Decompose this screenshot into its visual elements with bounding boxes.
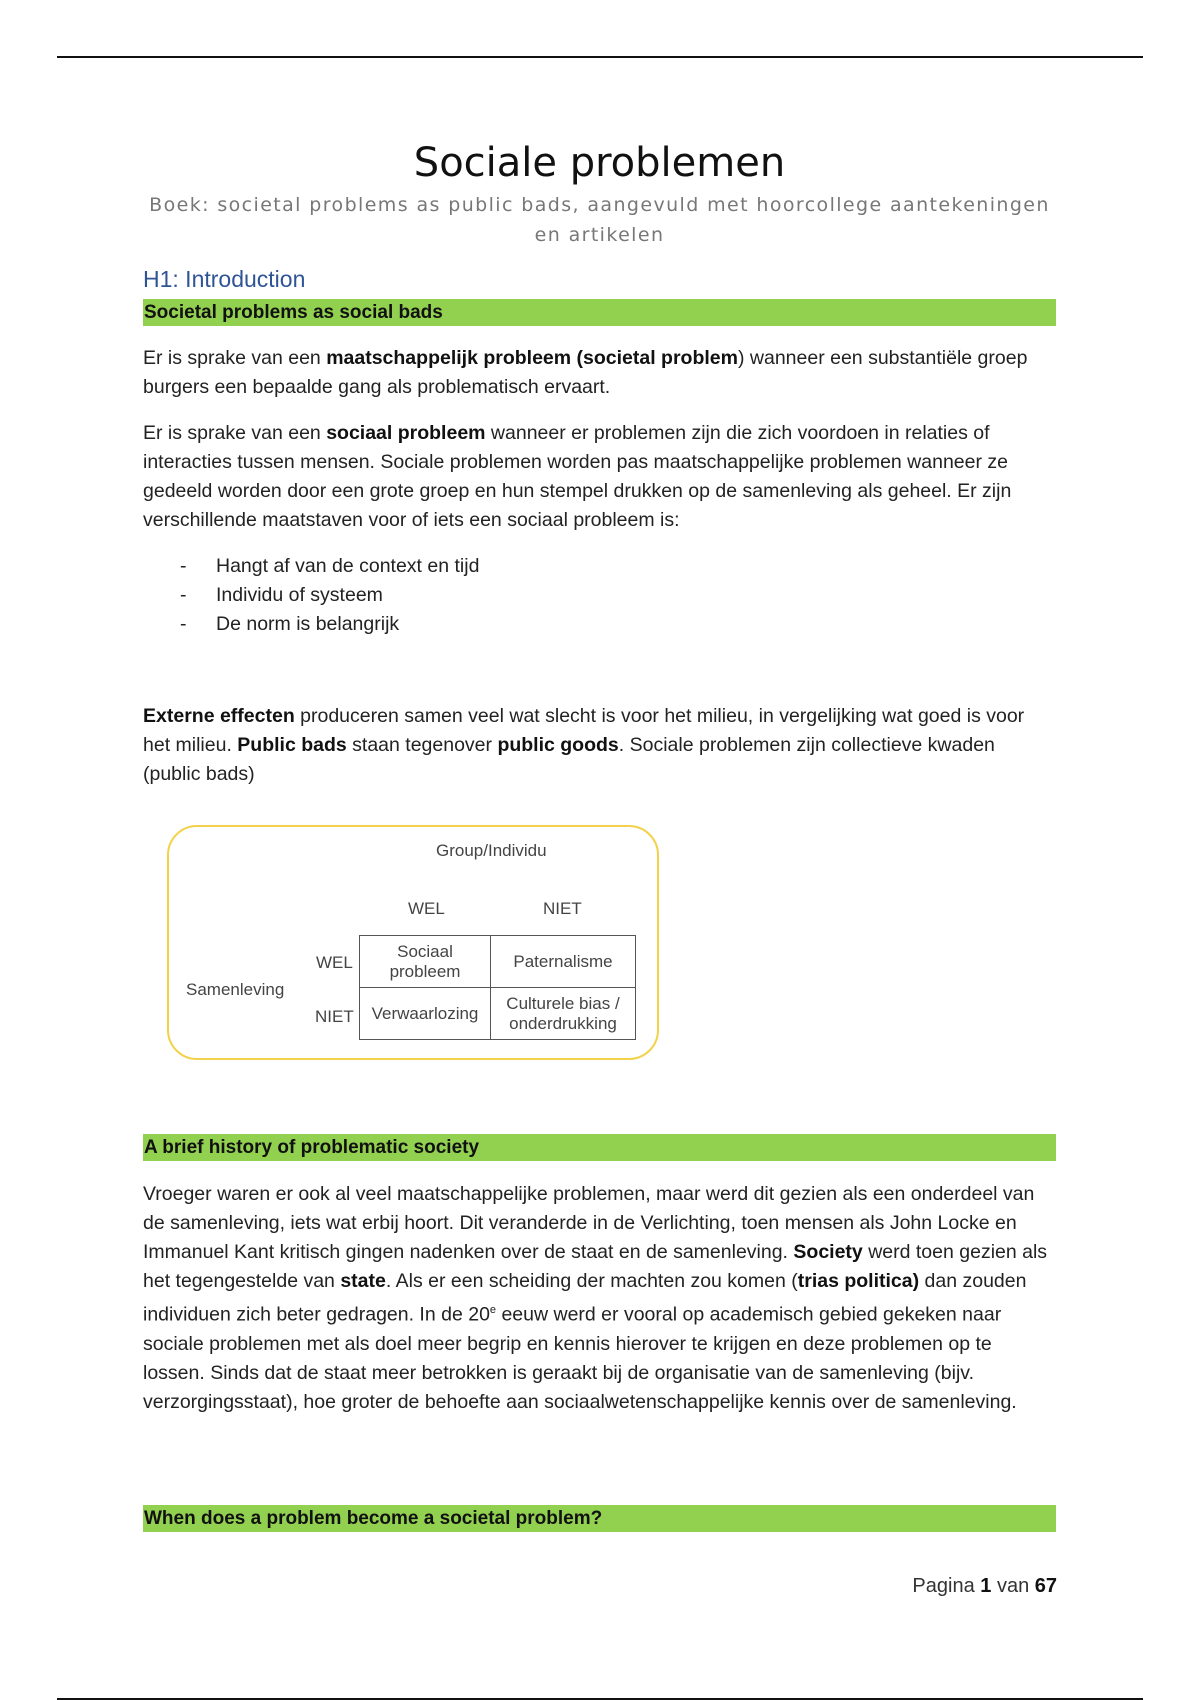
- list-item: - De norm is belangrijk: [180, 613, 400, 635]
- social-problem-matrix-diagram: [167, 825, 659, 1060]
- diagram-table: [359, 935, 636, 1040]
- diagram-top-label: Group/Individu: [436, 841, 547, 860]
- list-item: - Hangt af van de context en tijd: [180, 555, 480, 577]
- section-heading-history: A brief history of problematic society: [143, 1134, 1056, 1161]
- diagram-col-wel: WEL: [408, 899, 445, 918]
- heading-introduction: H1: Introduction: [143, 266, 306, 292]
- document-title: Sociale problemen: [413, 140, 786, 186]
- list-item: - Individu of systeem: [180, 584, 383, 606]
- diagram-row-wel: WEL: [316, 953, 353, 972]
- cell-paternalisme: Paternalisme: [491, 936, 636, 988]
- paragraph-maatschappelijk-probleem: Er is sprake van een maatschappelijk probleem (societal problem) wanneer een substantiële groep burgers een bepaalde gang als problematisch ervaart.: [143, 347, 1028, 398]
- cell-verwaarlozing: Verwaarlozing: [360, 988, 491, 1040]
- paragraph-history: Vroeger waren er ook al veel maatschappelijke problemen, maar werd dit gezien als een onderdeel van de samenleving, iets wat erbij hoort. Dit veranderde in de Verlichting, toen mensen als John Locke en Immanuel Kant kritisch gingen nadenken over de staat en de samenleving. Society werd toen gezien als het tegengestelde van state. Als er een scheiding der machten zou komen (trias politica) dan zouden individuen zich beter gedragen. In de 20e eeuw werd er vooral op academisch gebied gekeken naar sociale problemen met als doel meer begrip en kennis hierover te krijgen en deze problemen op te lossen. Sinds dat de staat meer betrokken is geraakt bij de organisatie van de samenleving (bijv. verzorgingsstaat), hoe groter de behoefte aan sociaalwetenschappelijke kennis over de samenleving.: [143, 1183, 1048, 1413]
- cell-culturele-bias: Culturele bias / onderdrukking: [491, 988, 636, 1040]
- section-heading-when-societal: When does a problem become a societal problem?: [143, 1505, 1056, 1532]
- paragraph-externe-effecten: Externe effecten produceren samen veel wat slecht is voor het milieu, in vergelijking wat goed is voor het milieu. Public bads staan tegenover public goods. Sociale problemen zijn collectieve kwaden (public bads): [143, 705, 1025, 785]
- header-rule: [57, 56, 1143, 58]
- document-subtitle: Boek: societal problems as public bads, aangevuld met hoorcollege aantekeningen en artikelen: [149, 194, 1050, 246]
- diagram-row-niet: NIET: [315, 1007, 354, 1026]
- criteria-list: [143, 552, 1056, 639]
- section-heading-societal-problems: Societal problems as social bads: [143, 299, 1056, 326]
- paragraph-sociaal-probleem: Er is sprake van een sociaal probleem wanneer er problemen zijn die zich voordoen in relaties of interacties tussen mensen. Sociale problemen worden pas maatschappelijke problemen wanneer ze gedeeld worden door een grote groep en hun stempel drukken op de samenleving als geheel. Er zijn verschillende maatstaven voor of iets een sociaal probleem is:: [143, 422, 1012, 531]
- cell-sociaal-probleem: Sociaal probleem: [360, 936, 491, 988]
- diagram-side-label: Samenleving: [186, 980, 285, 999]
- diagram-col-niet: NIET: [543, 899, 582, 918]
- page-number: Pagina 1 van 67: [912, 1575, 1057, 1597]
